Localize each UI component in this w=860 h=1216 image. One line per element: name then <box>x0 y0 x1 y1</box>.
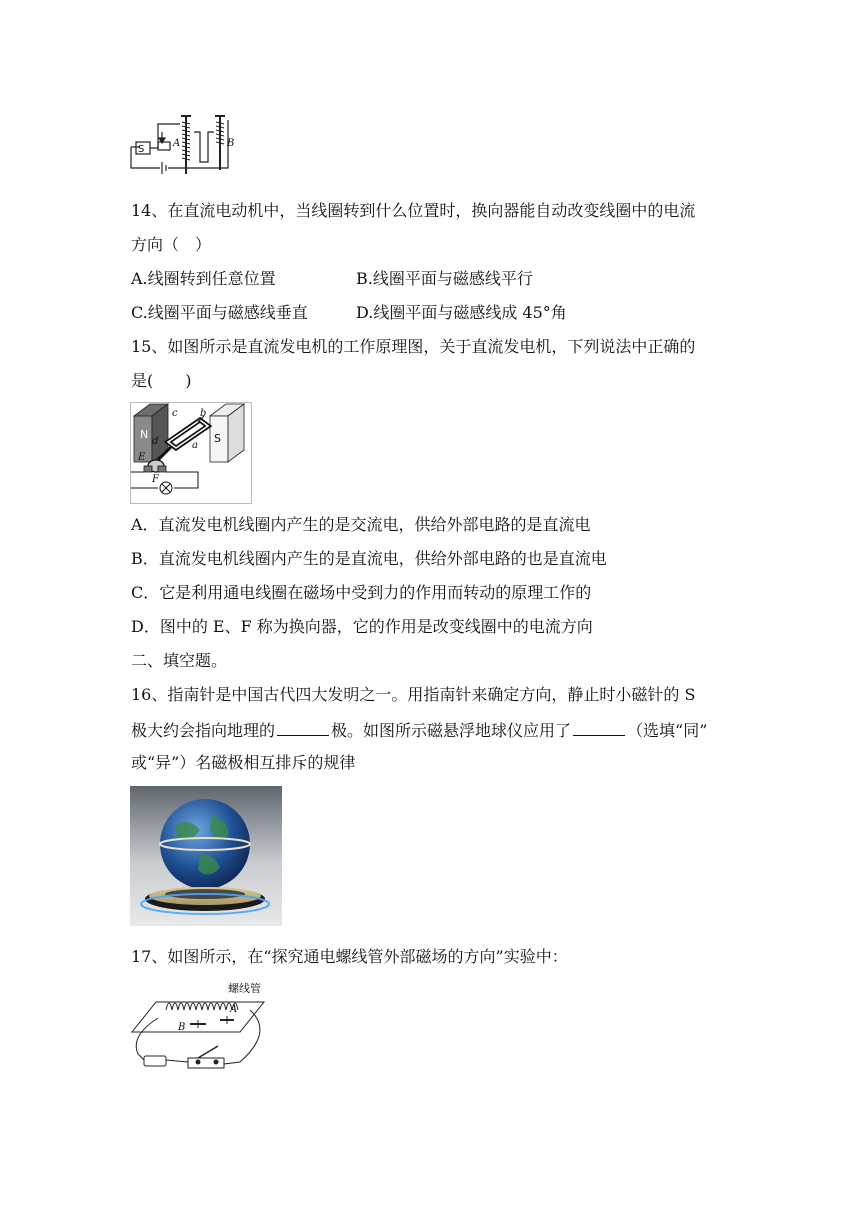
q14-stem-line1: 14、在直流电动机中，当线圈转到什么位置时，换向器能自动改变线圈中的电流 <box>131 201 696 220</box>
q16-line2 <box>131 718 707 742</box>
q15-label-a: a <box>192 440 198 451</box>
q15-label-d: d <box>152 436 159 447</box>
q17-label-a: A <box>230 1004 238 1015</box>
q16-line2-part3: （选填“同” <box>627 721 708 740</box>
q16-line2-part2: 极。如图所示磁悬浮地球仪应用了 <box>331 721 572 740</box>
q16-line1: 16、指南针是中国古代四大发明之一。用指南针来确定方向，静止时小磁针的 S <box>131 685 696 704</box>
q15-stem-line1: 15、如图所示是直流发电机的工作原理图，关于直流发电机，下列说法中正确的 <box>131 337 696 356</box>
q17-label-solenoid: 螺线管 <box>228 982 261 995</box>
q15-option-a: A．直流发电机线圈内产生的是交流电，供给外部电路的是直流电 <box>131 515 591 534</box>
q13-circuit-figure <box>128 112 240 188</box>
q15-stem-line2: 是( ) <box>131 371 192 390</box>
q13-label-s: S <box>138 144 145 155</box>
q13-label-a: A <box>173 138 181 149</box>
maglev-globe-image <box>130 786 282 926</box>
q14-option-a: A.线圈转到任意位置 <box>131 269 276 288</box>
q15-label-b: b <box>200 408 207 419</box>
q15-generator-figure <box>130 402 252 504</box>
q15-label-c: c <box>172 408 178 419</box>
q13-label-b: B <box>227 138 235 149</box>
q16-line2-part1: 极大约会指向地理的 <box>131 721 276 740</box>
q16-blank-1[interactable] <box>277 718 329 736</box>
q15-label-e: E <box>138 452 146 463</box>
q15-label-n: N <box>140 428 149 441</box>
q14-option-d: D.线圈平面与磁感线成 45°角 <box>356 303 567 322</box>
q14-stem-line2: 方向（ ） <box>131 235 212 254</box>
q14-option-c: C.线圈平面与磁感线垂直 <box>131 303 308 322</box>
q15-option-b: B．直流发电机线圈内产生的是直流电，供给外部电路的也是直流电 <box>131 549 607 568</box>
q15-option-c: C．它是利用通电线圈在磁场中受到力的作用而转动的原理工作的 <box>131 583 592 602</box>
q16-blank-2[interactable] <box>573 718 625 736</box>
q17-solenoid-figure <box>128 980 270 1072</box>
section-heading-fill-blank: 二、填空题。 <box>131 651 228 670</box>
q15-label-f: F <box>152 474 159 485</box>
q17-stem: 17、如图所示，在“探究通电螺线管外部磁场的方向”实验中： <box>131 947 568 966</box>
q17-label-b: B <box>178 1022 186 1033</box>
q14-option-b: B.线圈平面与磁感线平行 <box>356 269 533 288</box>
q16-line3: 或“异”）名磁极相互排斥的规律 <box>131 753 356 772</box>
q15-label-s: S <box>214 432 221 445</box>
q15-option-d: D．图中的 E、F 称为换向器，它的作用是改变线圈中的电流方向 <box>131 617 593 636</box>
